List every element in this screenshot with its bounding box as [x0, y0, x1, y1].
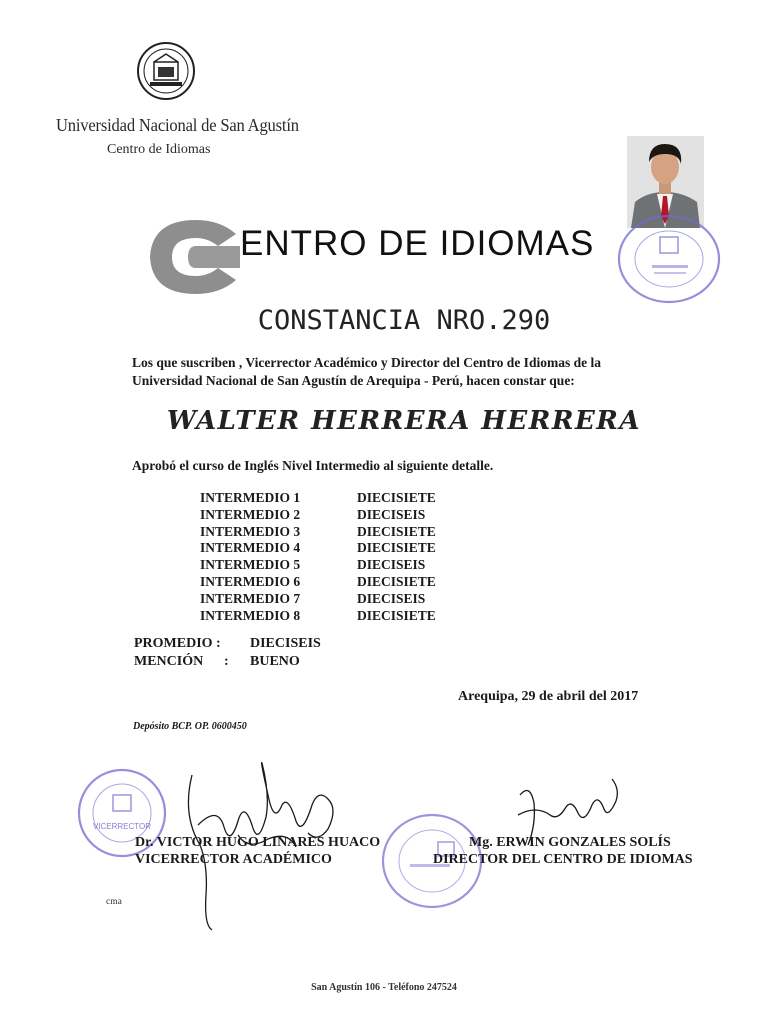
promedio-row [134, 635, 321, 653]
grade-level: INTERMEDIO 7 [200, 590, 301, 606]
grade-level: INTERMEDIO 5 [200, 557, 301, 573]
mencion-row [134, 653, 321, 671]
grade-row [200, 574, 436, 591]
grades-table [200, 490, 436, 624]
c-logo-icon [148, 220, 240, 294]
vicerrector-stamp-label: VICERRECTOR [92, 822, 152, 831]
typist-initials: cma [106, 897, 122, 907]
mencion-label: MENCIÓN [134, 654, 204, 669]
intro-line-1: Los que suscriben , Vicerrector Académico y Director del Centro de Idiomas de la [132, 355, 601, 370]
signatory-2-role: DIRECTOR DEL CENTRO DE IDIOMAS [433, 852, 693, 867]
grade-level: INTERMEDIO 1 [200, 490, 301, 505]
student-name: WALTER HERRERA HERRERA [166, 406, 642, 436]
grade-row [200, 507, 436, 524]
promedio-label: PROMEDIO : [134, 636, 221, 651]
signatory-1-role: VICERRECTOR ACADÉMICO [135, 852, 332, 867]
grade-level: INTERMEDIO 8 [200, 607, 301, 623]
grade-value: DIECISEIS [357, 506, 426, 522]
course-description: Aprobó el curso de Inglés Nivel Intermedio al siguiente detalle. [132, 458, 494, 473]
mencion-colon: : [224, 654, 229, 669]
grade-value: DIECISEIS [357, 557, 426, 573]
grade-row [200, 557, 436, 574]
grade-value: DIECISIETE [357, 490, 436, 505]
grade-row [200, 591, 436, 608]
mencion-value: BUENO [250, 654, 300, 669]
summary-block [134, 635, 321, 671]
signatory-2 [433, 834, 693, 868]
grade-level: INTERMEDIO 3 [200, 523, 301, 539]
signatory-1 [135, 834, 380, 868]
grade-value: DIECISIETE [357, 540, 436, 556]
university-name: Universidad Nacional de San Agustín [56, 115, 299, 135]
grade-row [200, 490, 436, 507]
deposit-reference: Depósito BCP. OP. 0600450 [133, 721, 247, 732]
grade-value: DIECISIETE [357, 573, 436, 589]
grade-value: DIECISIETE [357, 523, 436, 539]
grade-row [200, 524, 436, 541]
grade-level: INTERMEDIO 4 [200, 540, 301, 556]
university-seal-icon [136, 40, 196, 102]
promedio-value: DIECISEIS [250, 636, 321, 651]
intro-paragraph [132, 354, 692, 390]
issue-date: Arequipa, 29 de abril del 2017 [458, 689, 639, 704]
department-name: Centro de Idiomas [107, 142, 211, 157]
center-title: ENTRO DE IDIOMAS [240, 224, 595, 263]
footer-address: San Agustín 106 - Teléfono 247524 [311, 982, 457, 993]
certificate-title: CONSTANCIA NRO.290 [257, 305, 551, 336]
grade-row [200, 540, 436, 557]
grade-value: DIECISEIS [357, 590, 426, 606]
grade-value: DIECISIETE [357, 607, 436, 623]
signatory-1-name: Dr. VICTOR HUGO LINARES HUACO [135, 835, 381, 850]
grade-level: INTERMEDIO 2 [200, 506, 301, 522]
signatory-2-name: Mg. ERWIN GONZALES SOLÍS [469, 835, 671, 850]
centro-idiomas-stamp [616, 213, 722, 305]
intro-line-2: Universidad Nacional de San Agustín de Arequipa - Perú, hacen constar que: [132, 373, 575, 388]
grade-row [200, 608, 436, 625]
grade-level: INTERMEDIO 6 [200, 573, 301, 589]
